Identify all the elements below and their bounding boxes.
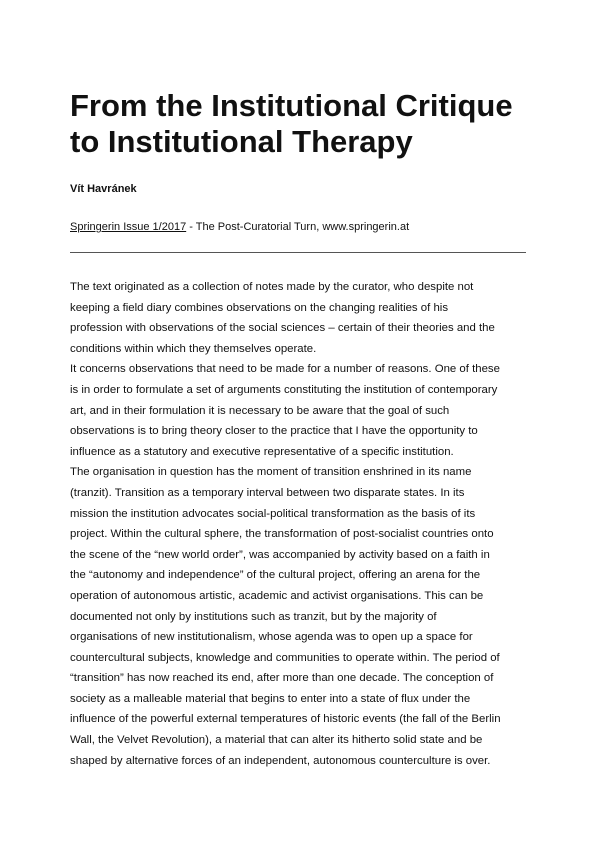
paragraph-line: influence of the powerful external temperatures of historic events (the fall of the Berlin [70,713,501,726]
body-paragraph [70,359,526,462]
paragraph-line: (tranzit). Transition as a temporary interval between two disparate states. In its [70,486,465,499]
author-name: Vít Havránek [70,183,137,195]
title-line: to Institutional Therapy [70,124,413,159]
paragraph-line: conditions within which they themselves operate. [70,342,317,355]
paragraph-line: profession with observations of the social sciences – certain of their theories and the [70,322,495,335]
paragraph-line: “transition” has now reached its end, after more than one decade. The conception of [70,672,494,685]
paragraph-line: influence as a statutory and executive representative of a specific institution. [70,445,454,458]
source-rest: - The Post-Curatorial Turn, www.springerin.at [186,221,410,233]
paragraph-line: keeping a field diary combines observations on the changing realities of his [70,301,449,314]
paragraph-line: is in order to formulate a set of arguments constituting the institution of contemporary [70,383,498,396]
title-line: From the Institutional Critique [70,88,513,123]
body-paragraph [70,462,526,771]
article-title [70,88,526,160]
divider [70,252,526,253]
source-link[interactable]: Springerin Issue 1/2017 [70,221,187,233]
paragraph-line: art, and in their formulation it is necessary to be aware that the goal of such [70,404,450,417]
paragraph-line: organisations of new institutionalism, whose agenda was to open up a space for [70,631,473,644]
paragraph-line: documented not only by institutions such as tranzit, but by the majority of [70,610,437,623]
paragraph-line: the scene of the “new world order”, was accompanied by activity based on a faith in [70,548,490,561]
paragraph-line: project. Within the cultural sphere, the transformation of post-socialist countries onto [70,528,494,541]
paragraph-line: countercultural subjects, knowledge and communities to operate within. The period of [70,651,500,664]
paragraph-line: society as a malleable material that begins to enter into a state of flux under the [70,692,471,705]
paragraph-line: observations is to bring theory closer to the practice that I have the opportunity to [70,425,478,438]
article-body [70,277,526,771]
paragraph-line: The organisation in question has the moment of transition enshrined in its name [70,466,472,479]
body-paragraph [70,277,526,359]
paragraph-line: shaped by alternative forces of an independent, autonomous counterculture is over. [70,754,491,767]
paragraph-line: Wall, the Velvet Revolution), a material that can alter its hitherto solid state and be [70,734,483,747]
paragraph-line: The text originated as a collection of notes made by the curator, who despite not [70,281,474,293]
source-citation [70,220,526,234]
document-page [70,88,526,771]
paragraph-line: the “autonomy and independence” of the cultural project, offering an arena for the [70,569,481,582]
paragraph-line: operation of autonomous artistic, academic and activist organisations. This can be [70,589,484,602]
paragraph-line: It concerns observations that need to be made for a number of reasons. One of these [70,363,500,376]
paragraph-line: mission the institution advocates social-political transformation as the basis of its [70,507,476,520]
